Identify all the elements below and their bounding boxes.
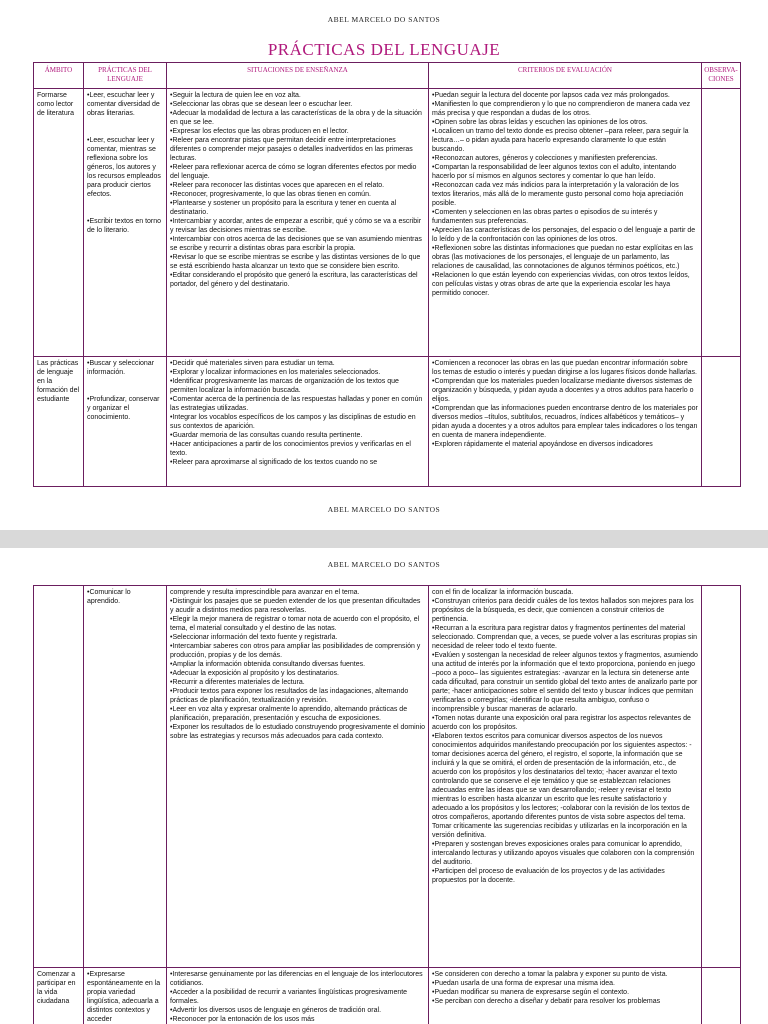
situacion-item: •Editar considerando el propósito que generó la escritura, las características del portador, del género y del destinatario. xyxy=(170,272,418,288)
criterio-item: •Relacionen lo que están leyendo con experiencias vividas, con otros textos leídos, con películas vistas y otras obras de arte que la experiencia escolar les haya permitido conocer. xyxy=(432,272,690,297)
document-page-2 xyxy=(0,548,768,1024)
situacion-item: •Ampliar la información obtenida consultando diversas fuentes. xyxy=(170,661,366,668)
criterio-item: •Se consideren con derecho a tomar la palabra y exponer su punto de vista. xyxy=(432,971,668,978)
criterios-cell xyxy=(429,586,702,968)
observaciones-cell xyxy=(702,357,741,487)
situacion-item: •Adecuar la exposición al propósito y los destinatarios. xyxy=(170,670,339,677)
ambito-cell xyxy=(34,586,84,968)
situacion-item: •Advertir los diversos usos de lenguaje en géneros de tradición oral. xyxy=(170,1007,382,1014)
criterios-cell xyxy=(429,89,702,357)
situacion-item: •Comentar acerca de la pertinencia de las respuestas halladas y poner en común las estrategias utilizadas. xyxy=(170,396,423,412)
practica-item: •Leer, escuchar leer y comentar, mientras se reflexiona sobre los géneros, los autores y los recursos empleados para producir ciertos efectos. xyxy=(87,137,161,198)
running-header: ABEL MARCELO DO SANTOS xyxy=(327,560,441,569)
situacion-item: •Interesarse genuinamente por las diferencias en el lenguaje de los interlocutores cotidianos. xyxy=(170,971,423,987)
curriculum-table xyxy=(33,62,741,487)
situacion-item: •Adecuar la modalidad de lectura a las características de la obra y de la situación en que se lee. xyxy=(170,110,422,126)
criterio-item: •Opinen sobre las obras leídas y escuchen las opiniones de los otros. xyxy=(432,119,648,126)
situacion-item: •Identificar progresivamente las marcas de organización de los textos que permiten localizar la información buscada. xyxy=(170,378,399,394)
situacion-item: •Integrar los vocablos específicos de los campos y las disciplinas de estudio en sus contextos de aparición. xyxy=(170,414,416,430)
ambito-cell: Formarse como lector de literatura xyxy=(34,89,84,357)
criterio-item: •Puedan seguir la lectura del docente por lapsos cada vez más prolongados. xyxy=(432,92,670,99)
column-header-observaciones: OBSERVA-CIONES xyxy=(702,63,741,89)
situacion-item: •Seleccionar las obras que se desean leer o escuchar leer. xyxy=(170,101,353,108)
situacion-item: •Releer para reconocer las distintas voces que aparecen en el relato. xyxy=(170,182,385,189)
criterio-item: •Comprendan que las informaciones pueden encontrarse dentro de los materiales por diversos medios –títulos, subtítulos, recuadros, índices alfabéticos y temáticos– y pidan ayuda a docentes y a otros adultos para emplear tales indicadores o los tengan en cuenta de manera independiente. xyxy=(432,405,698,439)
situacion-item: •Seguir la lectura de quien lee en voz alta. xyxy=(170,92,301,99)
situacion-item: •Releer para aproximarse al significado de los textos cuando no se xyxy=(170,459,378,466)
situacion-item: •Acceder a la posibilidad de recurrir a variantes lingüísticas progresivamente formales. xyxy=(170,989,408,1005)
practica-item: •Comunicar lo aprendido. xyxy=(87,589,131,605)
situacion-item: •Distinguir los pasajes que se pueden extender de los que presentan dificultades y acudir a distintos medios para resolverlas. xyxy=(170,598,421,614)
practicas-cell xyxy=(84,586,167,968)
situacion-item: •Hacer anticipaciones a partir de los conocimientos previos y verificarlas en el texto. xyxy=(170,441,411,457)
criterio-item: •Reconozcan cada vez más indicios para la interpretación y la valoración de los textos literarios, más allá de lo meramente gusto personal como hoja apreciación posible. xyxy=(432,182,684,207)
situacion-item: •Producir textos para exponer los resultados de las indagaciones, alternando prácticas de planificación, textualización y revisión. xyxy=(170,688,409,704)
column-header-situaciones: SITUACIONES DE ENSEÑANZA xyxy=(167,63,429,89)
criterio-item: •Aprecien las características de los personajes, del espacio o del lenguaje a partir de lo leído y de la confrontación con las opiniones de los otros. xyxy=(432,227,696,243)
situacion-item: •Exponer los resultados de lo estudiado construyendo progresivamente el dominio sobre las estrategias y recursos más adecuados para cada contexto. xyxy=(170,724,425,740)
situacion-item: •Intercambiar saberes con otros para ampliar las posibilidades de comprensión y producción, propias y de los demás. xyxy=(170,643,421,659)
observaciones-cell xyxy=(702,89,741,357)
situacion-item: •Guardar memoria de las consultas cuando resulta pertinente. xyxy=(170,432,363,439)
situacion-item: •Expresar los efectos que las obras producen en el lector. xyxy=(170,128,349,135)
criterio-item: •Compartan la responsabilidad de leer algunos textos con el adulto, intentando hacerlo por sí mismos en algunos sectores y comentar lo que han leído. xyxy=(432,164,677,180)
situacion-item: •Reconocer por la entonación de los usos más xyxy=(170,1016,315,1023)
situacion-item: •Decidir qué materiales sirven para estudiar un tema. xyxy=(170,360,335,367)
criterio-item: •Exploren rápidamente el material apoyándose en diversos indicadores xyxy=(432,441,653,448)
criterio-item: •Preparen y sostengan breves exposiciones orales para comunicar lo aprendido, intercalando lecturas y utilizando apoyos visuales que colaboren con la comprensión del auditorio. xyxy=(432,841,695,866)
ambito-cell: Las prácticas de lenguaje en la formación del estudiante xyxy=(34,357,84,487)
situacion-item: •Revisar lo que se escribe mientras se escribe y las distintas versiones de lo que se está escribiendo hasta alcanzar un texto que se considere bien escrito. xyxy=(170,254,421,270)
table-header-row xyxy=(34,63,741,89)
situacion-item: •Explorar y localizar informaciones en los materiales seleccionados. xyxy=(170,369,381,376)
criterio-item: •Localicen un tramo del texto donde es preciso obtener –para releer, para seguir la lectura…– o pidan ayuda para hacerlo expresando claramente lo que están buscando. xyxy=(432,128,689,153)
situacion-item: •Intercambiar y acordar, antes de empezar a escribir, qué y cómo se va a escribir y revisar las decisiones mientras se escribe. xyxy=(170,218,422,234)
practica-item: •Buscar y seleccionar información. xyxy=(87,360,155,376)
criterio-item: •Reconozcan autores, géneros y colecciones y manifiesten preferencias. xyxy=(432,155,658,162)
criterio-item: •Se perciban con derecho a diseñar y debatir para resolver los problemas xyxy=(432,998,661,1005)
column-header-practicas: PRÁCTICAS DEL LENGUAJE xyxy=(84,63,167,89)
curriculum-table-continued xyxy=(33,585,741,1024)
page-title: PRÁCTICAS DEL LENGUAJE xyxy=(267,40,501,59)
criterio-item: •Tomen notas durante una exposición oral para registrar los aspectos relevantes de acuerdo con los propósitos. xyxy=(432,715,691,731)
practicas-cell xyxy=(84,968,167,1024)
table-row xyxy=(34,357,741,487)
practica-item: •Expresarse espontáneamente en la propia variedad lingüística, adecuarla a distintos contextos y acceder xyxy=(87,971,161,1023)
observaciones-cell xyxy=(702,968,741,1024)
situaciones-cell xyxy=(167,89,429,357)
situacion-item: •Elegir la mejor manera de registrar o tomar nota de acuerdo con el propósito, el tema, el material consultado y el destino de las notas. xyxy=(170,616,420,632)
criterio-item: •Construyan criterios para decidir cuáles de los textos hallados son mejores para los propósitos de la búsqueda, es decir, que comiencen a construir criterios de pertinencia. xyxy=(432,598,694,623)
table-row xyxy=(34,968,741,1024)
running-header: ABEL MARCELO DO SANTOS xyxy=(327,15,441,24)
criterios-cell xyxy=(429,968,702,1024)
situaciones-cell xyxy=(167,968,429,1024)
table-row xyxy=(34,586,741,968)
criterio-item: •Puedan modificar su manera de expresarse según el contexto. xyxy=(432,989,630,996)
criterio-item: •Recurran a la escritura para registrar datos y fragmentos pertinentes del material seleccionado. Comprendan que, a veces, se puede volver a las escrituras propias sin necesidad de releer todo el texto fuente. xyxy=(432,625,697,650)
criterio-item: •Manifiesten lo que comprendieron y lo que no comprendieron de manera cada vez más precisa y que respondan a dudas de los otros. xyxy=(432,101,691,117)
column-header-ambito: ÁMBITO xyxy=(34,63,84,89)
situacion-item: •Seleccionar información del texto fuente y registrarla. xyxy=(170,634,338,641)
practicas-cell xyxy=(84,89,167,357)
ambito-cell: Comenzar a participar en la vida ciudadana xyxy=(34,968,84,1024)
situacion-item: •Plantearse y sostener un propósito para la escritura y tener en cuenta al destinatario. xyxy=(170,200,397,216)
criterio-item: •Puedan usarla de una forma de expresar una misma idea. xyxy=(432,980,616,987)
situacion-item: •Intercambiar con otros acerca de las decisiones que se van asumiendo mientras se escribe y recurrir a distintas obras para escribir la propia. xyxy=(170,236,422,252)
situacion-item: comprende y resulta imprescindible para avanzar en el tema. xyxy=(170,589,360,596)
criterio-item: con el fin de localizar la información buscada. xyxy=(432,589,574,596)
criterio-item: •Comprendan que los materiales pueden localizarse mediante diversos sistemas de organización y búsqueda, y pidan ayuda a docentes y a otros adultos para hacerlo o elijos. xyxy=(432,378,694,403)
situacion-item: •Releer para reflexionar acerca de cómo se logran diferentes efectos por medio del lenguaje. xyxy=(170,164,417,180)
criterio-item: •Comenten y seleccionen en las obras partes o episodios de su interés y fundamenten sus preferencias. xyxy=(432,209,658,225)
criterio-item: •Participen del proceso de evaluación de los proyectos y de las actividades propuestos por la docente. xyxy=(432,868,665,884)
table-row xyxy=(34,89,741,357)
criterio-item: •Comiencen a reconocer las obras en las que puedan encontrar información sobre los temas de estudio o interés y puedan dirigirse a los lugares físicos donde hallarlas. xyxy=(432,360,697,376)
column-header-criterios: CRITERIOS DE EVALUACIÓN xyxy=(429,63,702,89)
practica-item: •Escribir textos en torno de lo literario. xyxy=(87,218,162,234)
situacion-item: •Releer para encontrar pistas que permitan decidir entre interpretaciones diferentes o comprender mejor pasajes o detalles inadvertidos en las primeras lecturas. xyxy=(170,137,413,162)
criterio-item: •Elaboren textos escritos para comunicar diversos aspectos de los nuevos conocimientos adquiridos manifestando preocupación por los siguientes aspectos: -tomar decisiones acerca del género, el registro, el soporte, la información que se incluirá y la que se omitirá, el orden de presentación de la información, etc., de acuerdo con los propósitos y los destinatarios del texto; -hacer avanzar el texto controlando que se conserve el eje temático y que se establezcan relaciones adecuadas entre las ideas que se van desarrollando; -releer y revisar el texto mientras lo escriben hasta alcanzar un escrito que les resulte satisfactorio y adecuado a los propósitos y los lectores; -colaborar con la revisión de los textos de otros compañeros, aportando diferentes puntos de vista sobre aspectos del tema. Tomar críticamente las sugerencias recibidas y utilizarlas en la incorporación en la versión definitiva. xyxy=(432,733,692,839)
observaciones-cell xyxy=(702,586,741,968)
situacion-item: •Reconocer, progresivamente, lo que las obras tienen en común. xyxy=(170,191,371,198)
situaciones-cell xyxy=(167,357,429,487)
criterio-item: •Reflexionen sobre las distintas informaciones que puedan no estar explícitas en las obras (las motivaciones de los personajes, el lenguaje de un parlamento, las relaciones de causalidad, las connotaciones de algunos términos poéticos, etc.) xyxy=(432,245,693,270)
criterios-cell xyxy=(429,357,702,487)
situacion-item: •Recurrir a diferentes materiales de lectura. xyxy=(170,679,305,686)
situaciones-cell xyxy=(167,586,429,968)
criterio-item: •Evalúen y sostengan la necesidad de releer algunos textos y fragmentos, asumiendo una actitud de interés por la información que el texto proporciona, poniendo en juego –poco a poco– las siguientes estrategias: -avanzar en la lectura sin detenerse ante cada dificultad, para construir un sentido global del texto antes de analizarlo parte por parte; -hacer anticipaciones sobre el sentido del texto y buscar índices que permitan verificarlas o corregirlas; -identificar lo que resulta ambiguo, confuso o incomprensible y buscar maneras de aclararlo. xyxy=(432,652,698,713)
practica-item: •Profundizar, conservar y organizar el conocimiento. xyxy=(87,396,160,421)
practicas-cell xyxy=(84,357,167,487)
running-footer: ABEL MARCELO DO SANTOS xyxy=(327,505,441,514)
practica-item: •Leer, escuchar leer y comentar diversidad de obras literarias. xyxy=(87,92,160,117)
situacion-item: •Leer en voz alta y expresar oralmente lo aprendido, alternando prácticas de planificación, preparación, presentación y escucha de exposiciones. xyxy=(170,706,408,722)
